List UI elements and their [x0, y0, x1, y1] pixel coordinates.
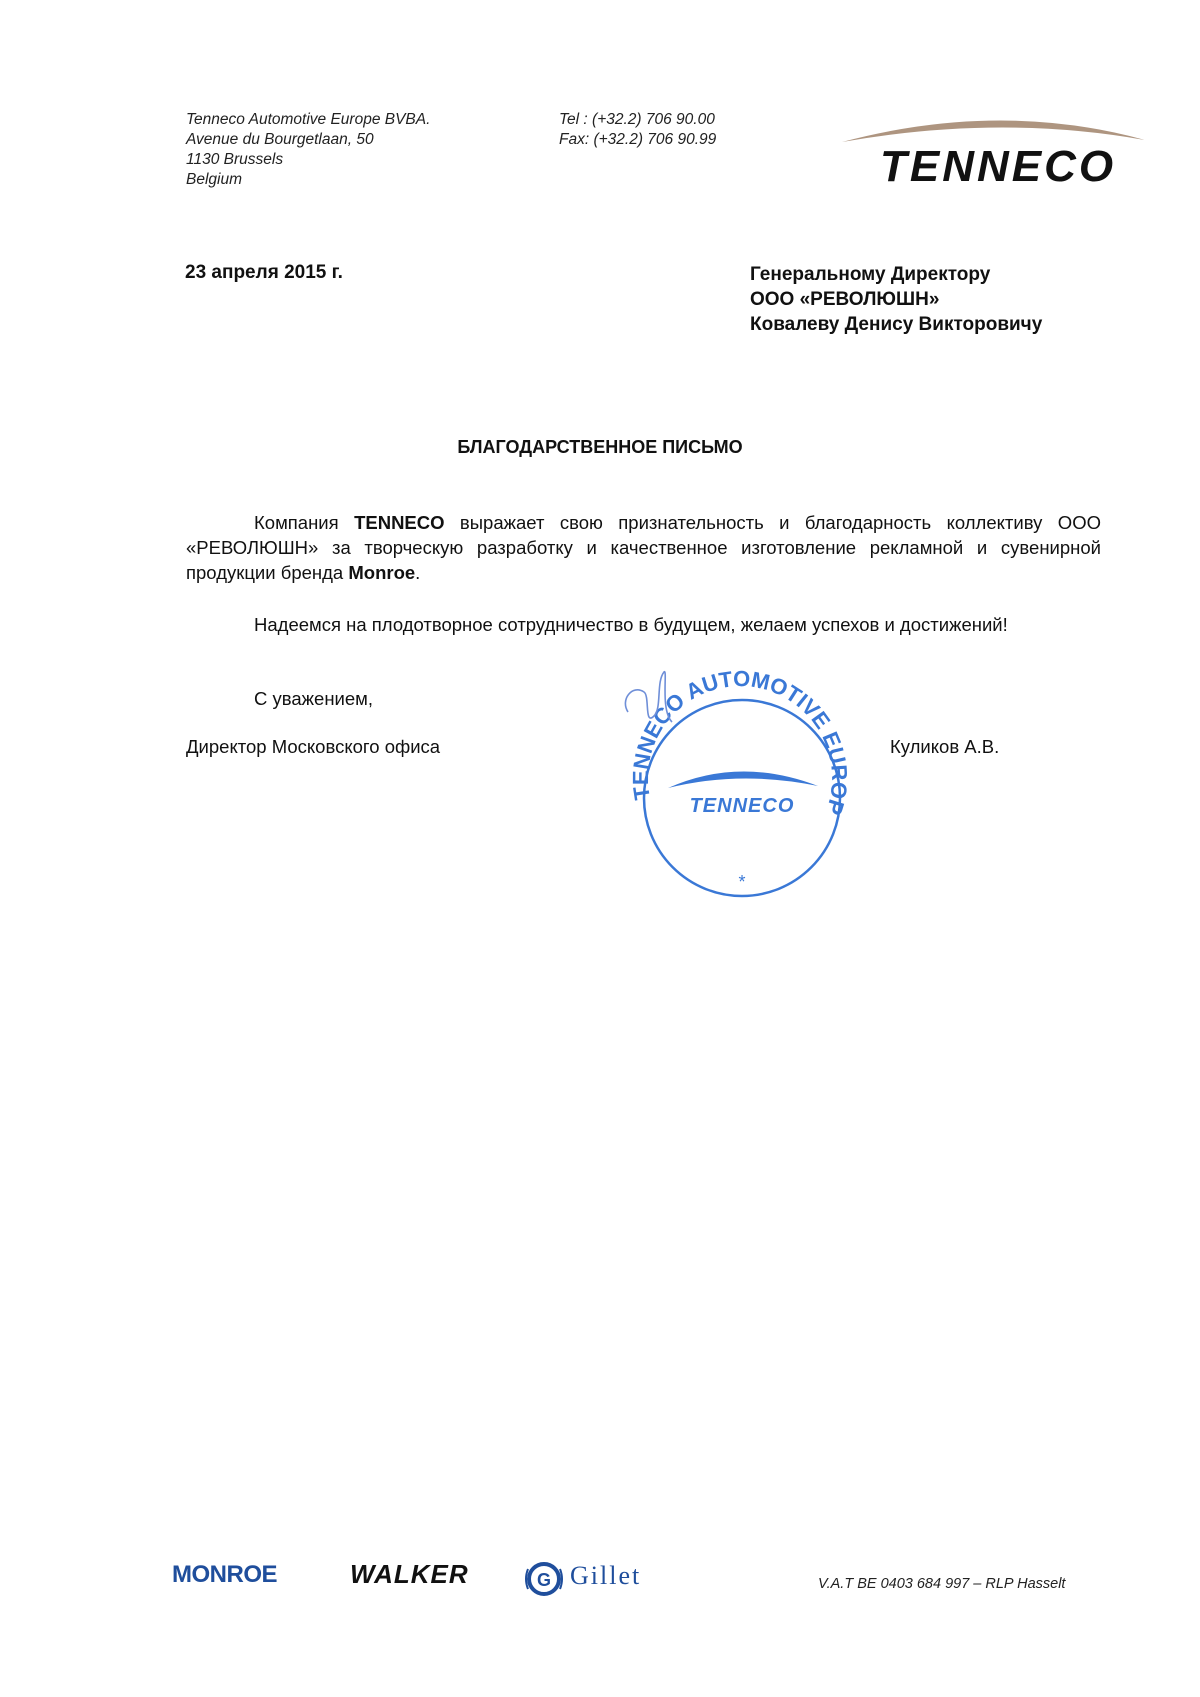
p1-text: . — [415, 562, 421, 583]
company-stamp — [610, 670, 870, 920]
stamp-seal-icon — [610, 670, 870, 920]
recipient-line: ООО «РЕВОЛЮШН» — [750, 289, 940, 310]
vat-number: V.A.T BE 0403 684 997 – RLP Hasselt — [818, 1576, 1066, 1592]
tel-line: Tel : (+32.2) 706 90.00 — [559, 111, 715, 128]
letter-date: 23 апреля 2015 г. — [185, 262, 343, 283]
p1-text: Компания — [254, 512, 355, 533]
letter-title: БЛАГОДАРСТВЕННОЕ ПИСЬМО — [457, 437, 743, 457]
recipient-line: Ковалеву Денису Викторовичу — [750, 314, 1043, 335]
body-paragraph-2 — [186, 612, 1101, 637]
address-line: Belgium — [186, 171, 242, 188]
gillet-logo: Gillet — [570, 1561, 642, 1590]
signer-role: Директор Московского офиса — [186, 736, 441, 757]
recipient-line: Генеральному Директору — [750, 264, 991, 285]
closing-phrase: С уважением, — [254, 688, 374, 709]
body-paragraph-1 — [186, 510, 1101, 585]
recipient-block — [750, 262, 1042, 337]
footer-brands — [172, 1555, 692, 1605]
address-line: Avenue du Bourgetlaan, 50 — [186, 131, 374, 148]
address-line: Tenneco Automotive Europe BVBA. — [186, 111, 431, 128]
signer-name: Куликов А.В. — [890, 736, 1000, 757]
svg-text:*: * — [738, 872, 746, 892]
walker-logo: WALKER — [350, 1559, 469, 1589]
svg-text:TENNECO AUTOMOTIVE EUROPE BVBA: TENNECO AUTOMOTIVE EUROP — [627, 670, 853, 818]
p1-text: выражает свою признательность и благодарность коллективу ООО «РЕВОЛЮШН» за творческую разработку и качественное изготовление рекламной и сувенирной продукции бренда — [186, 512, 1101, 583]
logo-wordmark: TENNECO — [880, 142, 1117, 191]
tenneco-logo — [840, 108, 1160, 191]
address-line: 1130 Brussels — [186, 151, 284, 168]
sender-address — [186, 110, 430, 190]
gillet-g-icon — [524, 1559, 564, 1599]
monroe-logo: MONROE — [172, 1561, 277, 1588]
sender-contacts — [559, 110, 716, 150]
svg-text:TENNECO: TENNECO — [689, 795, 795, 817]
p1-company: TENNECO — [354, 512, 445, 533]
svg-text:G: G — [536, 1570, 552, 1590]
p2-text: Надеемся на плодотворное сотрудничество в будущем, желаем успехов и достижений! — [254, 614, 1008, 635]
fax-line: Fax: (+32.2) 706 90.99 — [559, 131, 717, 148]
p1-brand: Monroe — [348, 562, 416, 583]
